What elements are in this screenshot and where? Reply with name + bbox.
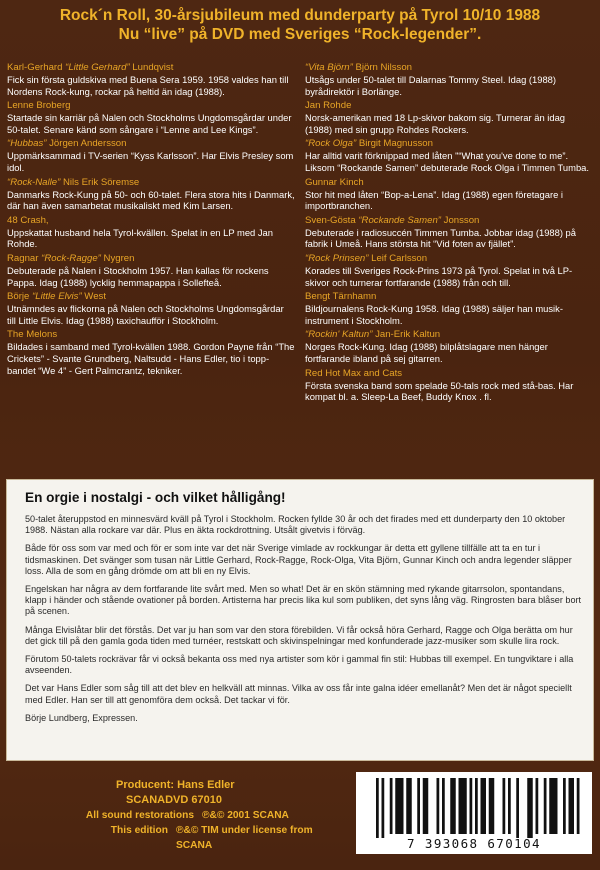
artist-entry	[7, 138, 295, 173]
barcode-bar	[437, 778, 440, 834]
artist-entry	[305, 100, 593, 135]
artist-name	[7, 291, 295, 303]
review-paragraph: Börje Lundberg, Expressen.	[25, 712, 138, 723]
artist-name	[7, 215, 295, 227]
artist-description: Korades till Sveriges Rock-Prins 1973 på Tyrol. Spelat in två LP-skivor och turnerar fortfarande (1988) från och till.	[305, 264, 573, 288]
artist-name-post: Björn Nilsson	[352, 62, 412, 73]
barcode-bar	[382, 778, 385, 838]
barcode-bar	[459, 778, 467, 834]
review-paragraph: Både för oss som var med och för er som inte var det när Sverige vimlade av rockkungar är detta ett gyllene tillfälle att ta en tur i tidsmaskinen. Det svänger som tusan när Little Gerhard, Rock-Ragge, Rock-Olga, Vita Björn, Gunnar Kinch och andra legender släpper loss. Alla de som en gång drömde om att bli en ny Elvis.	[25, 543, 572, 576]
artist-description: Bildades i samband med Tyrol-kvällen 1988. Gordon Payne från “The Crickets” - Svante Grundberg, Naltsudd - Hans Edler, tio i topp-bandet “We 4” - Gert Palmcrantz, tekniker.	[7, 341, 295, 376]
artist-description: Debuterade i radiosuccén Timmen Tumba. Jobbar idag (1988) på fabrik i Umeå. Hans största hit “Vid foten av fjället”.	[305, 226, 576, 250]
barcode-bar	[549, 778, 557, 834]
artist-description: Startade sin karriär på Nalen och Stockholms Ungdomsgårdar under 50-talet. Senare känd som sångare i “Lenne and Lee Kings”.	[7, 112, 292, 135]
artist-name-pre: 48 Crash,	[7, 214, 49, 226]
artist-nickname: “Little Elvis”	[32, 291, 82, 303]
artist-name	[305, 177, 593, 189]
artist-entry	[305, 291, 593, 326]
artist-name-post: Nils Erik Söremse	[60, 176, 140, 188]
artist-name	[305, 253, 593, 265]
credit-row-2-label: This edition	[110, 825, 168, 836]
artist-description: Utnämndes av flickorna på Nalen och Stockholms Ungdomsgårdar till Little Elvis. Idag (1988) taxichaufför i Stockholm.	[7, 303, 284, 326]
barcode-bar	[450, 778, 456, 834]
barcode-bar	[489, 778, 495, 834]
artist-name	[7, 138, 295, 150]
artist-description: Utsågs under 50-talet till Dalarnas Tommy Steel. Idag (1988) byrådirektör i Borlänge.	[305, 74, 556, 97]
review-paragraph: Många Elvislåtar blir det förstås. Det var ju han som var den stora förebilden. Vi får också höra Gerhard, Ragge och Olga berätta om hur det gick till på den gamla goda tiden med turnéer, restskatt och skivinspelningar med konfunderade jazz-musiker som skulle lira rock.	[25, 624, 573, 646]
barcode-bar	[376, 778, 379, 838]
artist-entry	[7, 329, 295, 376]
artist-name	[305, 368, 593, 380]
barcode-bar	[470, 778, 473, 834]
review-title: En orgie i nostalgi - och vilket hålligång!	[25, 490, 286, 505]
artist-description: Första svenska band som spelade 50-tals rock med stå-bas. Har kompat bl. a. Sleep-La Beef, Buddy Knox . fl.	[305, 379, 574, 403]
artist-name-post: Jörgen Andersson	[46, 138, 127, 150]
review-paragraph: Det var Hans Edler som såg till att det blev en helkväll att minnas. Vilka av oss får inte galna idéer emellanåt? Men det är något speciellt med Edler. Han ser till att genomföra dem också. Det tackar vi för.	[25, 683, 572, 705]
review-body	[17, 514, 583, 724]
artist-name-post: West	[81, 291, 106, 303]
credit-row-1-value: ℗&© 2001 SCANA	[202, 810, 289, 821]
artist-name-pre: Sven-Gösta	[305, 214, 359, 226]
barcode-bar	[423, 778, 429, 834]
artist-entry	[305, 215, 593, 250]
artist-list	[7, 62, 593, 466]
credit-row-2-value: ℗&© TIM under license from SCANA	[175, 825, 313, 851]
artist-description: Har alltid varit förknippad med låten "“What you've done to me”. Liksom “Rockande Samen” debuterade Rock Olga i Timmen Tumba.	[305, 150, 589, 173]
barcode-bar	[516, 778, 519, 838]
review-paragraph: Engelskan har några av dem fortfarande lite svårt med. Men so what! Det är en skön stämning med rykande gitarrsolon, spontandans, klapp i händer och stående ovationer på borden. Artisterna har precis lika kul som publiken, det syns lång väg. Ringrosten bara blåser bort på scenen.	[25, 584, 582, 617]
barcode-bar	[577, 778, 580, 834]
artist-name	[7, 100, 295, 112]
artist-column-right	[305, 62, 593, 466]
artist-nickname: “Rock-Ragge”	[41, 252, 101, 264]
credit-row-1-label: All sound restorations	[85, 810, 194, 821]
artist-entry	[7, 100, 295, 135]
barcode-bar	[390, 778, 393, 834]
artist-nickname: “Rockin' Kaltun”	[305, 329, 373, 341]
artist-name-post: Nygren	[100, 252, 135, 264]
artist-nickname: “Rockande Samen”	[358, 214, 441, 226]
artist-entry	[305, 253, 593, 288]
artist-name	[305, 291, 593, 303]
artist-nickname: “Rock Olga”	[305, 138, 357, 150]
review-paragraph: 50-talet återuppstod en minnesvärd kväll på Tyrol i Stockholm. Rocken fyllde 30 år och det firades med ett dunderparty den 10 oktober 1988. Nästan alla rockare var där. Plus en äkta rockdrottning. Utsålt givetvis i förväg.	[25, 514, 566, 536]
artist-name	[7, 329, 295, 341]
artist-entry	[305, 177, 593, 212]
artist-name	[7, 62, 295, 74]
credit-row-1	[66, 808, 316, 823]
artist-description: Fick sin första guldskiva med Buena Sera 1959. 1958 valdes han till Nordens Rock-kung, rockar på heltid än idag (1988).	[7, 74, 289, 97]
artist-nickname: “Rock Prinsen”	[305, 252, 369, 264]
artist-nickname: “Little Gerhard”	[65, 62, 130, 73]
artist-nickname: “Hubbas”	[7, 138, 47, 150]
footer	[0, 768, 600, 870]
barcode-bar	[406, 778, 412, 834]
barcode-digits: 7 393068 670104	[407, 836, 541, 851]
artist-nickname: “Rock-Nalle”	[7, 176, 61, 188]
barcode-bar	[417, 778, 420, 834]
catalog-number: SCANADVD 67010	[126, 794, 222, 806]
barcode-bar	[503, 778, 506, 834]
artist-name-pre: Karl-Gerhard	[7, 62, 66, 73]
artist-name-pre: Jan Rohde	[305, 100, 352, 112]
artist-entry	[305, 368, 593, 403]
artist-name-pre: Börje	[7, 291, 33, 303]
artist-description: Norsk-amerikan med 18 Lp-skivor bakom sig. Turnerar än idag (1988) med sin grupp Rohdes Rockers.	[305, 112, 566, 135]
producer-credit: Producent: Hans Edler	[116, 779, 235, 791]
barcode-bar	[475, 778, 478, 834]
artist-name-pre: Red Hot Max and Cats	[305, 367, 403, 379]
barcode-bar	[536, 778, 539, 834]
artist-name	[305, 62, 593, 74]
artist-entry	[7, 62, 295, 97]
cover-header	[0, 6, 600, 44]
header-line-1: Rock´n Roll, 30-årsjubileum med dunderparty på Tyrol 10/10 1988	[59, 7, 541, 24]
artist-name-post: Lundqvist	[129, 62, 174, 73]
artist-name-post: Jonsson	[440, 214, 480, 226]
artist-name	[7, 177, 295, 189]
artist-entry	[305, 62, 593, 97]
artist-name-pre: Lenne Broberg	[7, 100, 71, 112]
artist-description: Debuterade på Nalen i Stockholm 1957. Han kallas för rockens Pappa. Idag (1988) lycklig hemmapappa i Sollefteå.	[7, 264, 269, 288]
review-paragraph: Förutom 50-talets rockrävar får vi också bekanta oss med nya artister som kör i gammal fin stil: Hubbas till exempel. En tungviktare i alla avseenden.	[25, 654, 574, 676]
artist-description: Danmarks Rock-Kung på 50- och 60-talet. Flera stora hits i Danmark, där han även samarbetat musikaliskt med Kim Larsen.	[7, 188, 295, 212]
barcode-bars-icon	[356, 772, 592, 838]
barcode-bar	[481, 778, 487, 834]
artist-name-post: Birgit Magnusson	[356, 138, 433, 150]
artist-description: Uppskattat husband hela Tyrol-kvällen. Spelat in en LP med Jan Rohde.	[7, 226, 273, 250]
artist-name-post: Jan-Erik Kaltun	[372, 329, 441, 341]
barcode-bar	[569, 778, 575, 834]
artist-name	[7, 253, 295, 265]
barcode-bar	[527, 778, 533, 838]
artist-name-pre: Bengt Tärnhamn	[305, 291, 377, 303]
artist-column-left	[7, 62, 295, 466]
artist-name	[305, 215, 593, 227]
artist-name-pre: The Melons	[7, 329, 58, 341]
barcode-bar	[395, 778, 403, 834]
artist-description: Stor hit med låten “Bop-a-Lena”. Idag (1988) egen företagare i importbranchen.	[305, 188, 563, 212]
barcode-bar	[544, 778, 547, 834]
artist-entry	[7, 177, 295, 212]
artist-entry	[305, 138, 593, 173]
review-box	[6, 479, 594, 761]
artist-name-pre: Gunnar Kinch	[305, 176, 364, 188]
artist-nickname: “Vita Björn”	[305, 62, 353, 73]
artist-entry	[7, 215, 295, 250]
artist-entry	[7, 253, 295, 288]
artist-description: Norges Rock-Kung. Idag (1988) bilplåtslagare men hänger fortfarande ibland på sej gitarren.	[305, 341, 548, 364]
artist-description: Bildjournalens Rock-Kung 1958. Idag (1988) säljer han musik-instrument i Stockholm.	[305, 303, 563, 326]
artist-entry	[305, 329, 593, 364]
artist-name	[305, 138, 593, 150]
artist-name	[305, 100, 593, 112]
barcode-bar	[508, 778, 511, 834]
header-line-2: Nu “live” på DVD med Sveriges “Rock-legender”.	[118, 26, 482, 43]
barcode-bar	[442, 778, 445, 834]
artist-name-pre: Ragnar	[7, 252, 42, 264]
credit-row-2	[66, 823, 316, 853]
barcode	[356, 772, 592, 854]
barcode-bar	[563, 778, 566, 834]
artist-description: Uppmärksammad i TV-serien “Kyss Karlsson”. Har Elvis Presley som idol.	[7, 150, 294, 173]
artist-name	[305, 329, 593, 341]
artist-entry	[7, 291, 295, 326]
credits	[66, 778, 316, 853]
artist-name-post: Leif Carlsson	[368, 252, 428, 264]
